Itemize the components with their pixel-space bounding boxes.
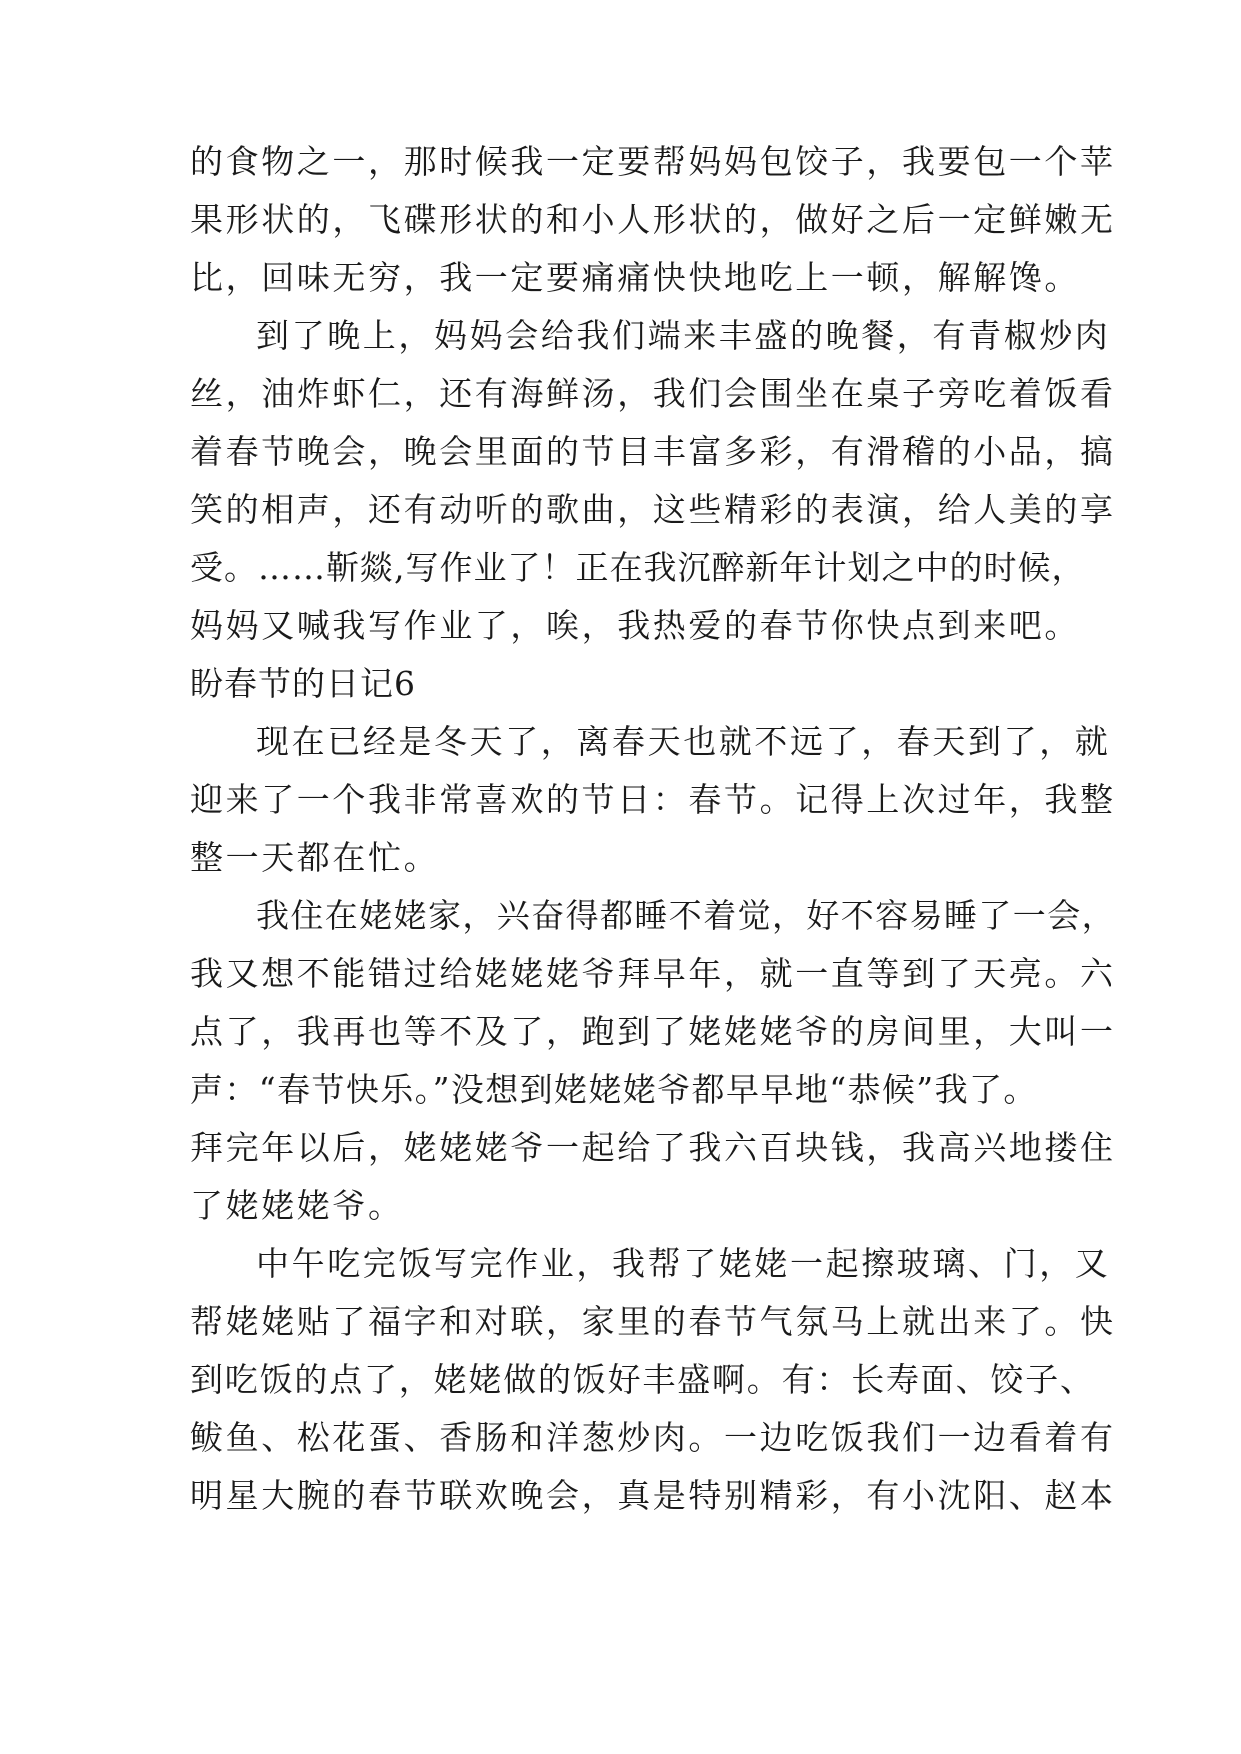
- paragraph-line: 到了晚上，妈妈会给我们端来丰盛的晚餐，有青椒炒肉: [256, 316, 1111, 355]
- paragraph-line: 着春节晚会，晚会里面的节目丰富多彩，有滑稽的小品，搞: [190, 432, 1116, 471]
- paragraph-line: 明星大腕的春节联欢晚会，真是特别精彩，有小沈阳、赵本: [190, 1476, 1116, 1515]
- section-heading: 盼春节的日记6: [190, 664, 416, 703]
- paragraph-line: 鲅鱼、松花蛋、香肠和洋葱炒肉。一边吃饭我们一边看着有: [190, 1418, 1116, 1457]
- paragraph-line: 中午吃完饭写完作业，我帮了姥姥一起擦玻璃、门，又: [256, 1244, 1111, 1283]
- paragraph-line: 整一天都在忙。: [190, 838, 440, 877]
- paragraph-line: 帮姥姥贴了福字和对联，家里的春节气氛马上就出来了。快: [190, 1302, 1116, 1341]
- paragraph-line: 现在已经是冬天了，离春天也就不远了，春天到了，就: [256, 722, 1111, 761]
- paragraph-line: 我住在姥姥家，兴奋得都睡不着觉，好不容易睡了一会，: [256, 896, 1116, 935]
- paragraph-line: 笑的相声，还有动听的歌曲，这些精彩的表演，给人美的享: [190, 490, 1116, 529]
- paragraph-line: 的食物之一，那时候我一定要帮妈妈包饺子，我要包一个苹: [190, 142, 1116, 181]
- paragraph-line: 丝，油炸虾仁，还有海鲜汤，我们会围坐在桌子旁吃着饭看: [190, 374, 1116, 413]
- paragraph-line: 比，回味无穷，我一定要痛痛快快地吃上一顿，解解馋。: [190, 258, 1080, 297]
- paragraph-line: 点了，我再也等不及了，跑到了姥姥姥爷的房间里，大叫一: [190, 1012, 1116, 1051]
- paragraph-line: 拜完年以后，姥姥姥爷一起给了我六百块钱，我高兴地搂住: [190, 1128, 1116, 1167]
- paragraph-line: 迎来了一个我非常喜欢的节日：春节。记得上次过年，我整: [190, 780, 1116, 819]
- paragraph-line: 妈妈又喊我写作业了，唉，我热爱的春节你快点到来吧。: [190, 606, 1080, 645]
- paragraph-line: 受。……靳燚,写作业了！正在我沉醉新年计划之中的时候，: [190, 548, 1086, 587]
- paragraph-line: 了姥姥姥爷。: [190, 1186, 404, 1225]
- paragraph-line: 声：“春节快乐。”没想到姥姥姥爷都早早地“恭候”我了。: [190, 1070, 1038, 1109]
- paragraph-line: 果形状的，飞碟形状的和小人形状的，做好之后一定鲜嫩无: [190, 200, 1116, 239]
- paragraph-line: 我又想不能错过给姥姥姥爷拜早年，就一直等到了天亮。六: [190, 954, 1116, 993]
- paragraph-line: 到吃饭的点了，姥姥做的饭好丰盛啊。有：长寿面、饺子、: [190, 1360, 1095, 1399]
